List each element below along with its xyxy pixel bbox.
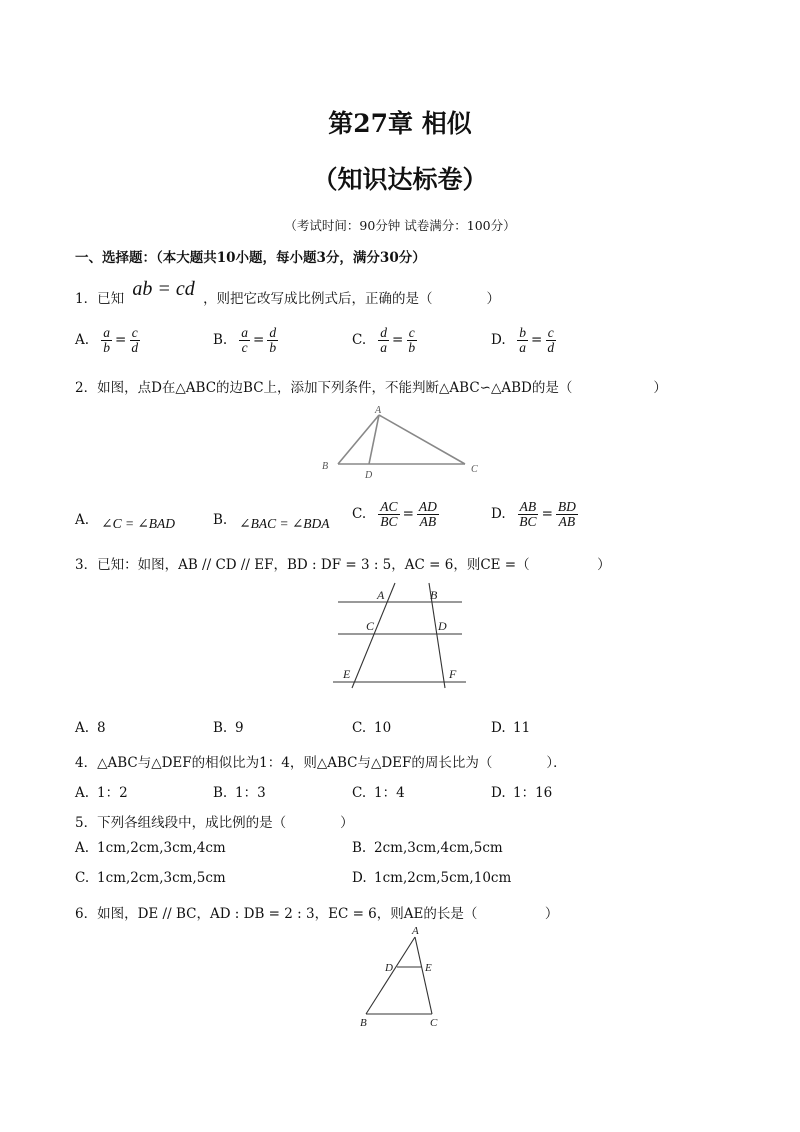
label-d: D (385, 962, 393, 974)
question-2-option-c[interactable]: C. $\frac{AC}{BC}$ = $\frac{AD}{AB}$ (352, 499, 437, 530)
question-1-tail: ，则把它改写成比例式后，正确的是（ ） (203, 291, 501, 307)
question-6-figure (355, 922, 450, 1032)
label-c: C (430, 1017, 438, 1029)
question-2-option-a[interactable]: A. ∠C = ∠BAD (75, 512, 176, 531)
question-4-option-b[interactable]: B. 1：3 (213, 785, 266, 801)
question-1-expression: ab = cd (132, 278, 195, 300)
page-subtitle: （知识达标卷） (312, 165, 488, 194)
question-6-text: 6．如图，DE // BC，AD : DB = 2 : 3，EC = 6，则AE的长是（ ） (75, 906, 559, 922)
label-b: B (430, 588, 438, 602)
label-c: C (471, 464, 478, 475)
page-title: 第27章 相似 (328, 109, 472, 138)
question-5-option-d[interactable]: D. 1cm,2cm,5cm,10cm (352, 870, 512, 886)
question-1-option-d[interactable]: D. $\frac{b}{a}$ = $\frac{c}{d}$ (491, 325, 555, 356)
label-b: B (360, 1017, 367, 1029)
question-1-option-a[interactable]: A. $\frac{a}{b}$ = $\frac{c}{d}$ (75, 325, 139, 356)
question-5-option-a[interactable]: A. 1cm,2cm,3cm,4cm (75, 840, 226, 856)
question-5-option-c[interactable]: C. 1cm,2cm,3cm,5cm (75, 870, 226, 886)
label-f: F (449, 667, 457, 681)
transversal-ace (352, 583, 395, 688)
segment-ac (415, 937, 432, 1014)
label-c: C (366, 619, 375, 633)
label-e: E (425, 962, 432, 974)
question-1-option-b[interactable]: B. $\frac{a}{c}$ = $\frac{d}{b}$ (213, 325, 277, 356)
label-a: A (377, 588, 385, 602)
question-5-option-b[interactable]: B. 2cm,3cm,4cm,5cm (352, 840, 503, 856)
question-4-text: 4．△ABC与△DEF的相似比为1：4，则△ABC与△DEF的周长比为（ ）． (75, 755, 567, 771)
question-4-option-d[interactable]: D. 1：16 (491, 785, 553, 801)
question-5-text: 5．下列各组线段中，成比例的是（ ） (75, 815, 354, 831)
question-2-figure (310, 402, 490, 484)
label-e: E (343, 667, 351, 681)
exam-info: （考试时间：90分钟 试卷满分：100分） (284, 218, 516, 233)
question-3-option-c[interactable]: C. 10 (352, 720, 392, 736)
question-1-option-c[interactable]: C. $\frac{d}{a}$ = $\frac{c}{b}$ (352, 325, 416, 356)
segment-ac (379, 415, 465, 464)
question-3-text: 3．已知：如图，AB // CD // EF，BD : DF = 3 : 5，AC = 6，则CE =（ ） (75, 557, 611, 573)
segment-ad (369, 415, 379, 464)
section-heading: 一、选择题：（本大题共10小题，每小题3分，满分30分） (75, 250, 426, 266)
label-a: A (412, 925, 419, 937)
label-b: B (322, 461, 329, 472)
question-3-option-b[interactable]: B. 9 (213, 720, 244, 736)
segment-ab (366, 937, 415, 1014)
question-2-text: 2．如图，点D在△ABC的边BC上，添加下列条件，不能判断△ABC∽△ABD的是（ ） (75, 380, 667, 396)
label-d: D (365, 470, 373, 481)
question-2-option-b[interactable]: B. ∠BAC = ∠BDA (213, 512, 330, 531)
segment-ab (338, 415, 379, 464)
question-3-option-d[interactable]: D. 11 (491, 720, 531, 736)
question-2-option-d[interactable]: D. $\frac{AB}{BC}$ = $\frac{BD}{AB}$ (491, 499, 576, 530)
question-1-number: 1．已知 (75, 291, 125, 307)
question-4-option-c[interactable]: C. 1：4 (352, 785, 405, 801)
question-1 (75, 278, 501, 309)
question-3-option-a[interactable]: A. 8 (75, 720, 106, 736)
question-4-option-a[interactable]: A. 1：2 (75, 785, 128, 801)
label-a: A (375, 405, 382, 416)
question-3-figure (330, 580, 470, 690)
label-d: D (438, 619, 447, 633)
